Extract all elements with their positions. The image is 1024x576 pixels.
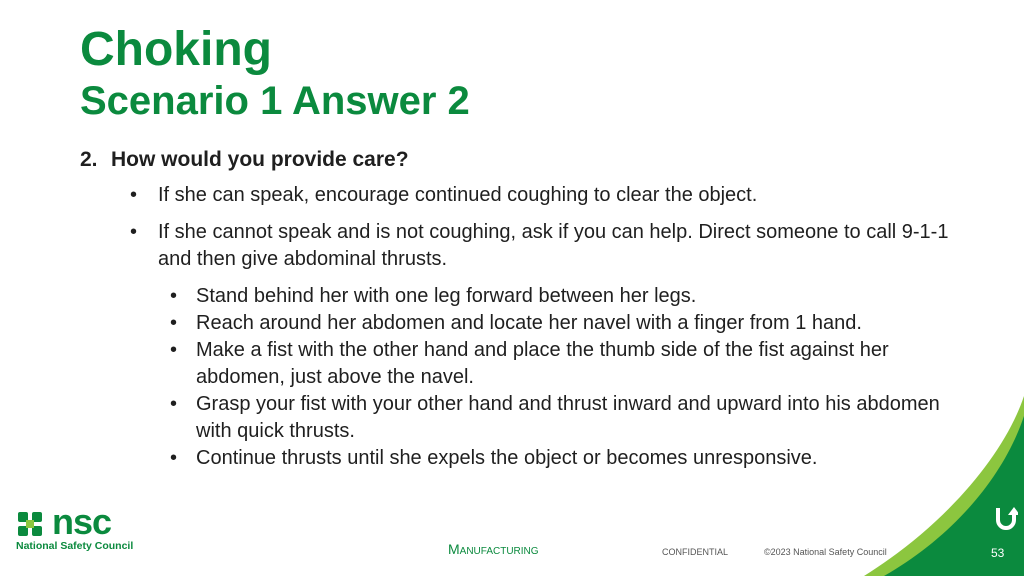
title-line-1: Choking: [80, 23, 272, 76]
sub-bullet-item: • Continue thrusts until she expels the object or becomes unresponsive.: [170, 445, 960, 472]
sub-bullet-item: • Grasp your fist with your other hand and thrust inward and upward into his abdomen with quick thrusts.: [170, 391, 960, 445]
bullet-item: [130, 219, 960, 472]
question-text: How would you provide care?: [111, 148, 409, 171]
bullet-list: [80, 182, 960, 472]
footer-confidential: CONFIDENTIAL: [662, 547, 729, 557]
footer-copyright: ©2023 National Safety Council: [764, 547, 887, 557]
question-number: 2.: [80, 148, 98, 171]
bullet-item: • If she can speak, encourage continued coughing to clear the object.: [130, 182, 960, 209]
title-line-2: Scenario 1 Answer 2: [80, 79, 470, 123]
question: [80, 146, 960, 174]
u-turn-arrow-icon: [994, 504, 1018, 530]
bullet-text: If she cannot speak and is not coughing, ask if you can help. Direct someone to call 9-1-1 and then give abdominal thrusts.: [158, 221, 949, 270]
sub-bullet-list: [130, 283, 960, 472]
footer-section: Manufacturing: [448, 541, 539, 557]
logo-mark: nsc: [52, 501, 112, 542]
slide-content: [80, 146, 960, 482]
slide-title: [80, 22, 470, 124]
sub-bullet-item: • Reach around her abdomen and locate her navel with a finger from 1 hand.: [170, 310, 960, 337]
sub-bullet-item: • Stand behind her with one leg forward between her legs.: [170, 283, 960, 310]
logo-name: National Safety Council: [16, 540, 134, 552]
page-number: 53: [991, 546, 1005, 560]
sub-bullet-item: • Make a fist with the other hand and place the thumb side of the fist against her abdomen, just above the navel.: [170, 337, 960, 391]
